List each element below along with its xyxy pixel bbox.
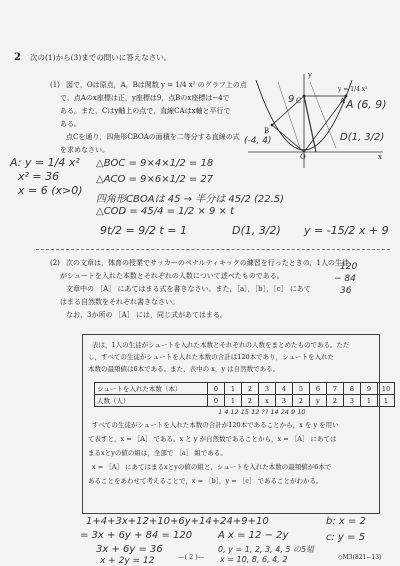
- hw-calc-1: 120: [340, 262, 358, 272]
- table-cell: 1: [361, 395, 378, 407]
- q1-line-3: ある。また，Cはy軸上の点で，直線CAはx軸と平行で: [60, 107, 231, 115]
- graph-label-y: y: [308, 71, 312, 79]
- table-cell: 1: [225, 395, 242, 407]
- graph-label-c: C: [296, 97, 302, 105]
- hw-graph-d: D(1, 3/2): [340, 132, 385, 143]
- q1-line-1: 図で，Oは原点，A，Bは関数 y = 1/4 x² のグラフ上の点: [66, 81, 247, 89]
- table-cell: 2: [242, 383, 259, 395]
- hw-b1: 1+4+3x+12+10+6y+14+24+9+10: [86, 516, 269, 527]
- table-cell: 7: [327, 383, 344, 395]
- hw-w2: x² = 36: [18, 170, 60, 183]
- graph-label-a: A: [340, 97, 346, 105]
- frame-line-2: し，すべての生徒がシュートを入れた本数の合計は120本であり，シュートを入れた: [88, 353, 335, 361]
- table-cell: 0: [208, 395, 225, 407]
- table-cell: x: [259, 395, 276, 407]
- table-cell: y: [310, 395, 327, 407]
- table-cell: 5: [293, 383, 310, 395]
- graph-label-o: O: [300, 153, 306, 161]
- graph-label-b: B: [264, 127, 270, 135]
- table-cell: 1: [225, 383, 242, 395]
- graph-func-label: y = 1/4 x²: [338, 86, 368, 93]
- table-cell: 8: [344, 383, 361, 395]
- table-row: [95, 383, 395, 395]
- hw-w4: △BOC = 9×4×1/2 = 18: [96, 158, 214, 169]
- q2-line-1: 次の文章は，体育の授業でサッカーのペナルティキックの練習を行ったときの，1人の生徒: [66, 259, 349, 267]
- hw-graph-a: A (6, 9): [346, 98, 387, 111]
- table-cell: 2: [327, 395, 344, 407]
- graph-label-x: x: [378, 153, 382, 161]
- q1-line-2: で，点Aのx座標は正，y座標は9，点Bのx座標は−4で: [60, 94, 230, 102]
- frame-after-5: あることをあわせて考えることで，x = ［b］，y = ［c］ であることがわかる。: [88, 477, 323, 485]
- table-cell: 3: [259, 383, 276, 395]
- hw-w8: 9t/2 = 9/2 t = 1: [100, 224, 187, 237]
- hw-b4: x + 2y = 12: [100, 556, 155, 566]
- frame-after-1: すべての生徒がシュートを入れた本数の合計が120本であることから，x を y を用い: [92, 421, 339, 429]
- table-cell: 2: [293, 395, 310, 407]
- hw-b5: A x = 12 − 2y: [218, 530, 289, 541]
- table-cell: 9: [361, 383, 378, 395]
- instruction: 次の(1)から(3)までの問いに答えなさい。: [30, 53, 172, 62]
- q1-line-6: を求めなさい。: [60, 146, 109, 154]
- hw-b3: 3x + 6y = 36: [96, 544, 163, 555]
- hw-b6: 0, y = 1, 2, 3, 4, 5 の5組: [218, 545, 315, 554]
- frequency-table: [94, 382, 395, 407]
- hw-graph-b: (-4, 4): [244, 136, 272, 146]
- hw-b8: b: x = 2: [326, 516, 366, 527]
- hw-calc-2: − 84: [334, 274, 356, 284]
- q2-line-5: なお，3か所の ［A］ には，同じ式があてはまる。: [66, 311, 227, 319]
- table-header-people: 人数（人）: [95, 395, 208, 407]
- hw-b7: x = 10, 8, 6, 4, 2: [220, 555, 288, 564]
- q2-line-4: はまる自然数をそれぞれ書きなさい。: [60, 298, 179, 306]
- section-divider: [36, 249, 390, 250]
- question-number: 2: [14, 52, 21, 63]
- table-cell: 10: [378, 383, 395, 395]
- hw-w6: 四角形CBOAは 45 → 半分は 45/2 (22.5): [96, 194, 285, 205]
- q1-number: (1): [50, 81, 60, 89]
- table-cell: 1: [378, 395, 395, 407]
- frame-after-2: て表すと，x = ［A］ である。x と y が自然数であることから，x = ［A］ にあては: [88, 435, 337, 443]
- document-code: ◇M3(821−13): [338, 554, 382, 561]
- hw-table-notes: 1 4 12 15 12 ?? 14 24 9 10: [218, 408, 306, 416]
- hw-w1: A: y = 1/4 x²: [10, 156, 80, 169]
- table-cell: 0: [208, 383, 225, 395]
- q2-number: (2): [50, 259, 60, 267]
- q2-line-3: 文章中の ［A］ にあてはまる式を書きなさい。また，［a］，［b］，［c］ にあて: [66, 285, 311, 293]
- hw-w10: y = -15/2 x + 9: [304, 224, 389, 237]
- hw-w5: △ACO = 9×6×1/2 = 27: [96, 174, 214, 185]
- q2-line-2: がシュートを入れた本数とそれぞれの人数について述べたものである。: [60, 272, 284, 280]
- q1-line-4: ある。: [60, 120, 81, 128]
- hw-w7: △COD = 45/4 = 1/2 × 9 × t: [96, 206, 235, 217]
- frame-after-4: x = ［A］ にあてはまるxとyの値の組と，シュートを入れた本数の最頻値が6本で: [92, 463, 332, 471]
- table-header-shots: シュートを入れた本数（本）: [95, 383, 208, 395]
- frame-line-1: 表は，1人の生徒がシュートを入れた本数とそれぞれの人数をまとめたものである。ただ: [92, 341, 350, 349]
- hw-b9: c: y = 5: [326, 532, 366, 543]
- table-cell: 3: [276, 395, 293, 407]
- hw-w9: D(1, 3/2): [232, 224, 281, 237]
- hw-b2: = 3x + 6y + 84 = 120: [80, 530, 193, 541]
- page-number: —( 2 )—: [178, 553, 205, 561]
- frame-after-3: まるxとyの値の組は，全部で ［a］ 組である。: [88, 449, 227, 457]
- table-cell: 2: [242, 395, 259, 407]
- hw-calc-3: 36: [340, 286, 352, 296]
- hw-graph-9: 9: [288, 94, 295, 105]
- table-cell: 6: [310, 383, 327, 395]
- table-cell: 4: [276, 383, 293, 395]
- hw-w3: x = 6 (x>0): [18, 184, 83, 197]
- table-row: [95, 395, 395, 407]
- q1-line-5: 点Cを通り，四角形CBOAの面積を二等分する直線の式: [66, 133, 240, 141]
- frame-line-3: 本数の最頻値は6本である。また，表中の x，y は自然数である。: [88, 365, 280, 373]
- table-cell: 3: [344, 395, 361, 407]
